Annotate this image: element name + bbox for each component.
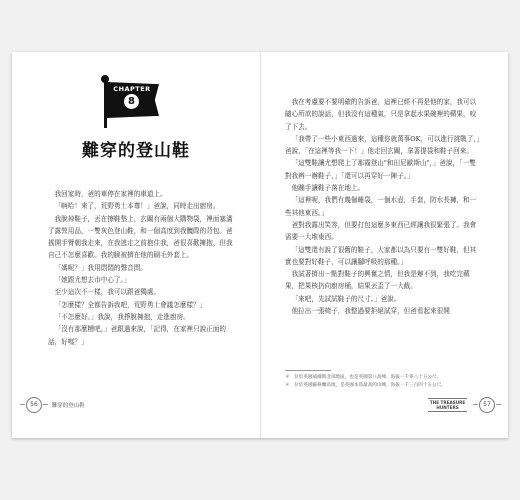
- paragraph: 至少這次不一樣，我可以跟爸獨處。: [54, 288, 161, 297]
- left-page: [12, 52, 260, 438]
- paragraph: 「沒有那麼糟吧，」爸跟過來說，「記得，在家裡只說正面的話，好嗎？」: [48, 325, 227, 346]
- paragraph: 我回家時，爸的車停在家裡的車道上。: [54, 190, 167, 198]
- paragraph: 「不怎麼好。」我說，我掙脫擁抱，走進廚房。: [54, 312, 190, 321]
- paragraph: 「媽呢？」我用悶悶的聲音問。: [54, 263, 147, 272]
- paragraph: 「啊哈！來了，荒野勇士本尊！」爸說，同時走出廚房。: [54, 202, 220, 211]
- right-folio: [428, 397, 495, 413]
- paragraph: 我試著擠出一點對鞋子的興奮之情，但我是辦不到，我吃完蘋果，把果核扔向廚房桶，結果丟歪了一大截。: [285, 270, 470, 291]
- paragraph: 「我帶了一些小東西過來，這種你就萬事OK，可以進行挑戰了，」爸說，「在這裡等我一下！」他走回玄關，拿著提袋和鞋子回來。: [285, 134, 480, 156]
- footnote-divider: [285, 370, 331, 371]
- series-logo: [428, 398, 467, 412]
- paragraph: 他蹦手讓鞋子落在地上。: [291, 184, 365, 193]
- paragraph: 「這裡呢，我們有幾個睡袋，一個水壺，手套，防水長褲，和一些其他東西。」: [285, 196, 477, 217]
- left-folio: [26, 397, 93, 413]
- footnote: ＊ 位於英國蘇格蘭高地，是英國本島最高的山峰，海拔一千三百四十五公尺。: [285, 383, 446, 388]
- paragraph: 「這雙還有說了很舊的鞋子，大家都以為只要有一雙好鞋，但其實也要對好鞋子，可以讓腳呼吸的那種。」: [285, 245, 477, 266]
- left-body-text: [48, 188, 238, 348]
- paragraph: 我在考慮要不要明確的告訴爸，這裡已經不再是他的家，我可以隨心所欲的說話，但我沒有這種氣，只是拿起水果碗裡的蘋果，咬了下去。: [285, 98, 477, 131]
- paragraph: 「怎麼樣？全都告訴我吧，荒野勇士會議怎麼樣？」: [54, 300, 207, 309]
- footnotes: [285, 374, 481, 390]
- page-number: 57: [479, 397, 495, 413]
- flag-pole: [104, 80, 107, 128]
- chapter-title: 難穿的登山鞋: [82, 141, 190, 161]
- paragraph: 他拉出一張椅子，我整過要拒絕試穿，但爸看起來很開: [291, 307, 450, 316]
- right-page: [261, 52, 509, 438]
- paragraph: 爸對我露出笑容，但要打包這麼多東西已經讓我很緊張了。我會需要一大堆東西。: [285, 220, 477, 242]
- paragraph: 「來吧，先試試鞋子的尺寸。」爸說。: [291, 294, 401, 303]
- running-header: 難穿的登山鞋: [51, 403, 85, 409]
- paragraph: 我脫掉鞋子，丟在擦鞋墊上，玄關有兩個大購物袋，裡面塞滿了露營用品，一雙灰色登山鞋，和一個高度到我髖際的背包。爸搖開手臂朝我走來，在我逃走之前抱住我，爸很喜歡擁抱，但我自己不怎麼喜歡。我的臉被擠在他的刷毛外套上。: [48, 214, 233, 260]
- logo-line: HUNTERS: [436, 405, 459, 410]
- footnote: ＊ 位於英國威爾斯北部地區，也是英國第八高峰，海拔一千零八十五公尺。: [285, 375, 442, 380]
- book-spread: [12, 52, 508, 438]
- page-number: 56: [26, 397, 42, 413]
- chapter-label: CHAPTER: [113, 85, 151, 93]
- paragraph: 「這雙鞋讓尤想爬上了那霧登山"和田尼歐斯山"，」爸說，「一雙對我辨一辦鞋子，」「還可以再穿好一陣子。」: [285, 159, 476, 180]
- logo-line: THE TREASURE: [429, 400, 466, 405]
- chapter-flag-icon: [98, 78, 160, 128]
- chapter-number: 8: [124, 94, 139, 109]
- paragraph: 「她跟尤想去市中心了。」: [54, 276, 131, 285]
- right-body-text: [285, 96, 481, 317]
